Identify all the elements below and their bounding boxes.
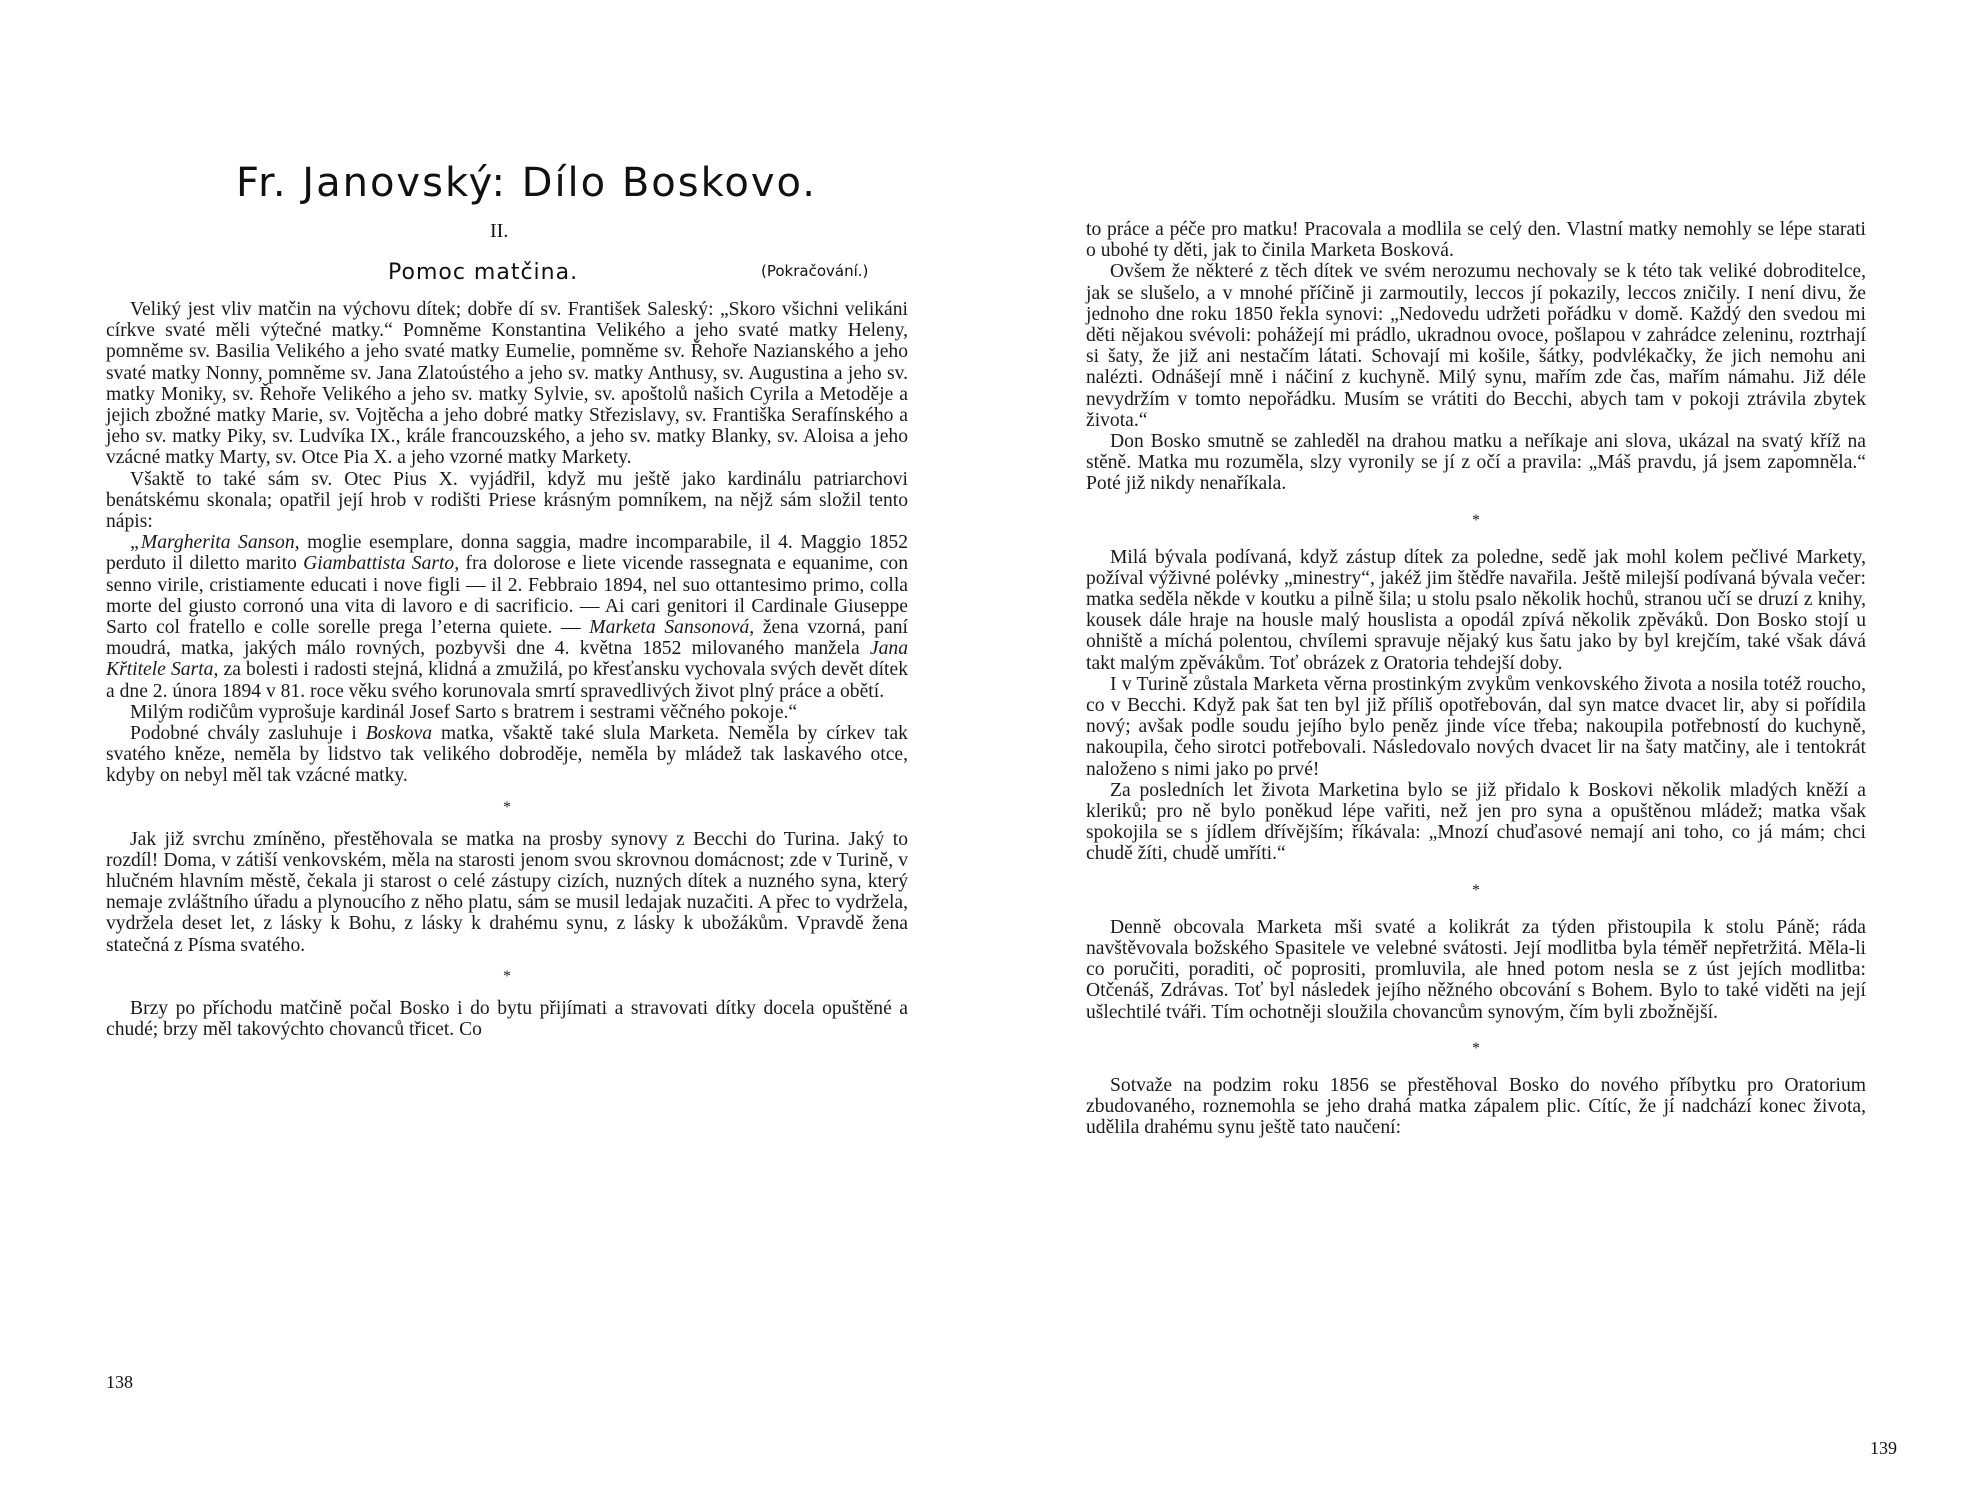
quote-name: „Margherita Sanson, xyxy=(130,532,300,554)
right-text-column xyxy=(1086,219,1866,1138)
section-separator: * xyxy=(503,798,511,816)
quote-text: fra dolorose e liete vicende rassegnata e equanime, con senno virile, cristiamente educati i nove figli — il 2. Febbraio 1894, nel suo ottantesimo primo, colla morte del giusto corronó una vita di lavoro e di sacrificio. — Ai cari genitori il Cardinale Giuseppe Sarto col fratello e colle sorelle prega l’eterna quiete. — xyxy=(106,553,908,639)
section-separator: * xyxy=(1472,1039,1480,1057)
paragraph: Denně obcovala Marketa mši svaté a kolikrát za týden přistoupila k stolu Páně; ráda navštěvovala božského Spasitele ve velebné svátosti. Její modlitba byla téměř nepřetržitá. Měla-li co poručiti, poraditi, oč poprositi, promluvila, ale hned potom nesla se z úst jejích modlitba: Otčenáš, Zdrávas. Toť byl následek jejího něžného obcování s Bohem. Bylo to také viděti na její ušlechtilé tváři. Tím ochotněji sloužila chovancům synovým, čím byli zbožnější. xyxy=(1086,916,1866,1023)
paragraph: to práce a péče pro matku! Pracovala a modlila se celý den. Vlastní matky nemohly se lépe starati o ubohé ty děti, jak to činila Marketa Bosková. xyxy=(1086,219,1866,262)
paragraph: Brzy po příchodu matčině počal Bosko i do bytu přijímati a stravovati dítky docela opuštěné a chudé; brzy měl takovýchto chovanců třicet. Co xyxy=(106,997,908,1041)
quote-text: za bolesti i radosti stejná, klidná a zmužilá, po křesťansku vychovala svých devět dítek a dne 2. února 1894 v 81. roce věku svého korunovala smrtí spravedlivých život plný práce a obětí. xyxy=(106,659,908,702)
quote-text: žena vzorná, paní moudrá, matka, jakých málo rovných, pozbyvši dne 4. května 1852 milovaného manžela xyxy=(106,617,909,660)
paragraph: Sotvaže na podzim roku 1856 se přestěhoval Bosko do nového příbytku pro Oratorium zbudovaného, roznemohla se jeho drahá matka zápalem plic. Cítíc, že jí nadchází konec života, udělila drahému synu ještě tato naučení: xyxy=(1086,1074,1866,1139)
article-title: Fr. Janovský: Dílo Boskovo. xyxy=(236,160,817,206)
continuation-note: (Pokračování.) xyxy=(761,262,869,280)
paragraph xyxy=(106,723,908,787)
paragraph: Milým rodičům vyprošuje kardinál Josef Sarto s bratrem i sestrami věčného pokoje.“ xyxy=(130,701,798,723)
emphasis: Boskova xyxy=(365,723,433,745)
paragraph: Milá bývala podívaná, když zástup dítek za poledne, sedě jak mohl kolem pečlivé Markety, požíval výživné polévky „minestry“, jakéž jim štědře navařila. Ještě milejší podívaná bývala večer: matka seděla někde v koutku a pilně šila; u stolu psalo několik hochů, stranou učí se druzí z knihy, kousek dále hraje na housle malý houslista a opodál zpívá několik zpěváků. Don Bosko stojí u ohniště a míchá polentou, chvílemi spravuje nějaký kus šatu jako by byl krejčím, také však dává takt malým zpěvákům. Toť obrázek z Oratoria tehdejší doby. xyxy=(1086,546,1866,674)
text-span: Podobné chvály zasluhuje i xyxy=(130,723,366,745)
left-text-column xyxy=(106,299,908,1040)
paragraph: I v Turině zůstala Marketa věrna prostinkým zvykům venkovského života a nosila totéž roucho, co v Becchi. Když pak šat ten byl již příliš opotřebován, dal syn matce dvacet lir, aby si pořídila nový; avšak podle soudu jejího bylo peněz jinde více třeba; nakoupila potřebností do kuchyně, nakoupila, čeho sirotci potřebovali. Následovalo nových dvacet lir na šaty matčiny, ale i tentokrát naloženo s nimi jako po prvé! xyxy=(1086,673,1866,780)
chapter-number: II. xyxy=(490,220,509,242)
paragraph: Don Bosko smutně se zahleděl na drahou matku a neříkaje ani slova, ukázal na svatý kříž na stěně. Matka mu rozuměla, slzy vyronily se jí z očí a pravila: „Máš pravdu, já jsem zapomněla.“ Poté již nikdy nenaříkala. xyxy=(1086,431,1866,495)
paragraph: Ovšem že některé z těch dítek ve svém nerozumu nechovaly se k této tak veliké dobroditelce, jak se slušelo, a v mnohé příčině ji zarmoutily, leccos jí pokazily, leccos zničily. I není divu, že jednoho dne roku 1850 řekla synovi: „Nedovedu udržeti pořádku v domě. Každý den svedou mi děti nějakou svévoli: pohážejí mi prádlo, ukradnou ovoce, pošlapou v zahrádce zeleninu, roztrhají si šaty, že již ani nestačím látati. Schovají mi košile, šátky, podvlékačky, že jich nemohu ani nalézti. Odnášejí mně i náčiní z kuchyně. Milý synu, mařím zde čas, mařím námahu. Již déle nevydržím v tomto nepořádku. Musím se vrátiti do Becchi, abych tam v pokoji ztrávila zbytek života.“ xyxy=(1086,261,1866,431)
page-number: 139 xyxy=(1870,1438,1897,1458)
section-separator: * xyxy=(503,967,511,985)
inscription-quote xyxy=(106,532,908,702)
quote-text: moglie esemplare, donna saggia, madre incomparabile, il 4. Maggio 1852 perduto il diletto marito xyxy=(106,532,908,575)
paragraph: Jak již svrchu zmíněno, přestěhovala se matka na prosby synovy z Becchi do Turina. Jaký to rozdíl! Doma, v zátiší venkovském, měla na starosti jenom svou skrovnou domácnost; zde v Turině, v hlučném hlavním městě, čekala ji starost o celé zástupy cizích, nuzných dítek a nuzného syna, který nemaje zvláštního úřadu a plynoucího z něho platu, sám se musil ledajak nuzačiti. A přec to vydržela, vydržela deset let, z lásky k Bohu, z lásky k drahému synu, z lásky k ubožákům. Vpravdě žena statečná z Písma svatého. xyxy=(106,828,908,956)
page-number: 138 xyxy=(106,1372,133,1392)
paragraph: Všaktě to také sám sv. Otec Pius X. vyjádřil, když mu ještě jako kardinálu patriarchovi benátskému skonala; opatřil její hrob v rodišti Priese krásným pomníkem, na nějž sám složil tento nápis: xyxy=(106,468,908,533)
quote-husband: Giambattista Sarto, xyxy=(303,553,460,575)
paragraph: Veliký jest vliv matčin na výchovu dítek; dobře dí sv. František Saleský: „Skoro všichni velikáni církve svaté měli výtečné matky.“ Pomněme Konstantina Velikého a jeho svaté matky Heleny, pomněme sv. Basilia Velikého a jeho svaté matky Eumelie, pomněme sv. Řehoře Nazianského a jeho svaté matky Nonny, pomněme sv. Jana Zlatoústého a jeho sv. matky Anthusy, sv. Augustina a jeho sv. matky Moniky, sv. Řehoře Velikého a jeho sv. matky Sylvie, sv. apoštolů našich Cyrila a Metoděje a jejich zbožné matky Marie, sv. Vojtěcha a jeho dobré matky Střezislavy, sv. Františka Serafínského a jeho sv. matky Piky, sv. Ludvíka IX., krále francouzského, a jeho sv. matky Blanky, sv. Aloisa a jeho vzácné matky Marty, sv. Otce Pia X. a jeho vzorné matky Markety. xyxy=(106,299,908,469)
section-separator: * xyxy=(1472,511,1480,529)
section-separator: * xyxy=(1472,881,1480,899)
paragraph: Za posledních let života Marketina bylo se již přidalo k Boskovi několik mladých kněží a kleriků; pro ně bylo poněkud lépe vařiti, než jen pro syna a opuštěnou mládež; matka však spokojila se s jídlem dřívějším; říkávala: „Mnozí chuďasové nemají ani toho, co já mám; chci chudě žíti, chudě umříti.“ xyxy=(1086,779,1866,865)
quote-czech-husband: Jana Křtitele Sarta, xyxy=(106,638,908,681)
quote-czech-name: Marketa Sansonová, xyxy=(589,617,755,639)
section-heading: Pomoc matčina. xyxy=(388,260,579,285)
right-page xyxy=(993,0,1986,1501)
text-span: matka, všaktě také slula Marketa. Neměla by církev tak svatého kněze, neměla by lidstvo tak velikého dobroděje, neměla by mládež tak laskavého otce, kdyby on nebyl měl tak vzácné matky. xyxy=(106,723,908,787)
